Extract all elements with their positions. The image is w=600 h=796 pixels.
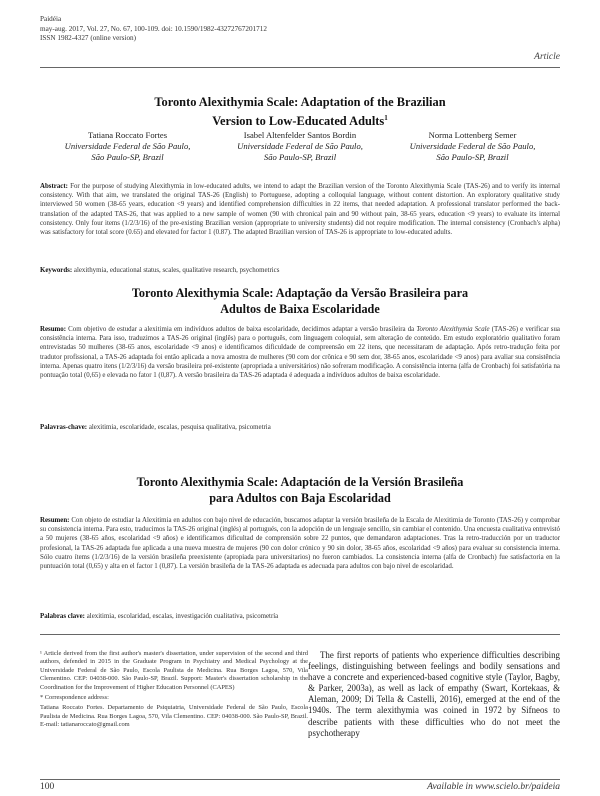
author-2 (212, 130, 388, 163)
author-2-affiliation-line1: Universidade Federal de São Paulo, (237, 141, 363, 151)
journal-issue-line: may-aug. 2017, Vol. 27, No. 67, 100-109. doi: 10.1590/1982-43272767201712 (40, 24, 267, 33)
footnote-correspondence-label: * Correspondence address: (40, 694, 109, 702)
english-abstract (40, 182, 560, 237)
page-number: 100 (40, 782, 55, 792)
english-title (60, 95, 540, 129)
portuguese-abstract-text-start: Com objetivo de estudar a alexitimia em indivíduos adultos de baixa escolaridade, decidimos adaptar a versão brasileira da (68, 326, 417, 333)
portuguese-title-line2: Adultos de Baixa Escolaridade (220, 301, 380, 316)
footnote-correspondence: Tatiana Roccato Fortes. Departamento de Psiquiatria, Universidade Federal de São Paulo, Escola Paulista de Medicina. Rua Borges Lagoa, 570, Vila Clementino. CEP: 04038-000. São Paulo-SP, Brazil. E-mail: tatianaroccato@gmail.com (40, 704, 308, 729)
author-3-affiliation-line1: Universidade Federal de São Paulo, (409, 141, 536, 151)
author-3-name: Norma Lottenberg Semer (428, 130, 517, 140)
spanish-abstract (40, 516, 560, 571)
footnotes (40, 650, 308, 732)
portuguese-title (60, 286, 540, 317)
author-1-affiliation-line2: São Paulo-SP, Brazil (91, 152, 164, 162)
footer-rule (40, 779, 560, 780)
portuguese-abstract-text-end: (TAS-26) e verificar sua consistência interna. Para isso, traduzimos a TAS-26 original (inglês) para o português, com linguagem coloquial, sem alteração de conteúdo. Em estudo exploratório qualitativo foram entrevistadas 50 mulheres (38-65 anos, escolaridade <9 anos) e identificamos dificuldade de compreensão em 22 itens, que necessitaram de adaptação. Após retro-tradução feita por tradutor profissional, a TAS-26 adaptada foi então aplicada a nova amostra de mulheres (90 com dor crônica e 90 sem dor, 38-65 anos, escolaridade <9 anos) para avaliar sua consistência interna. Apenas quatro itens (1/2/3/16) da versão brasileira pré-existente (apropriada a universitários) não sofreram modificação. A consistência interna (alfa de Cronbach) foi satisfatória na pontuação total (0,65) e elevada no fator 1 (0,87). A versão brasileira da TAS-26 adaptada é adequada a indivíduos adultos de baixa escolaridade. (40, 326, 560, 380)
spanish-keywords-text: alexitimia, escolaridad, escalas, investigación cualitativa, psicometría (86, 613, 279, 620)
portuguese-abstract-scale-name: Toronto Alexithymia Scale (416, 326, 490, 333)
author-3-affiliation-line2: São Paulo-SP, Brazil (436, 152, 509, 162)
author-1 (40, 130, 215, 163)
portuguese-abstract-label: Resumo: (40, 326, 67, 333)
author-2-name: Isabel Altenfelder Santos Bordin (243, 130, 357, 140)
author-1-affiliation-line1: Universidade Federal de São Paulo, (64, 141, 191, 151)
header-rule (40, 67, 560, 68)
english-abstract-text: For the purpose of studying Alexithymia in low-educated adults, we intend to adapt the Brazilian version of the Toronto Alexithymia Scale (TAS-26) and to verify its internal consistency. With that aim, we translated the original TAS-26 (English) to Portuguese, adopting a colloquial language, without content distortion. An exploratory qualitative study interviewed 50 women (38-65 years, education <9 years) and identified comprehension difficulties in 22 items, that needed adaptation. A professional translator performed the back-translation of the adapted TAS-26, that was applied to a new sample of women (90 with chronical pain and 90 without pain, 38-65 years, education <9 years) to evaluate its internal consistency. Only four items (1/2/3/16) of the pre-existing Brazilian version (appropriate to university students) did not require modification. The internal consistency (Cronbach's alpha) was satisfactory for total score (0.65) and elevated for factor 1 (0.87). The adapted Brazilian version of TAS-26 is appropriate to low-educated adults. (40, 183, 560, 237)
footnote-1: ¹ Article derived from the first author's master's dissertation, under supervision of the second and third authors, defended in 2015 in the Graduate Program in Psychiatry and Medical Psychology at the Universidade Federal de São Paulo, Escola Paulista de Medicina. Rua Borges Lagoa, 570, Vila Clementino. CEP: 04038-000. São Paulo-SP, Brazil. Support: Master's dissertation scholarship in the Coordination for the Improvement of Higher Education Personnel (CAPES) (40, 650, 308, 691)
portuguese-title-line1: Toronto Alexithymia Scale: Adaptação da Versão Brasileira para (131, 286, 469, 300)
english-keywords-text: alexithymia, educational status, scales, qualitative research, psychometrics (73, 267, 280, 274)
english-keywords-label: Keywords: (40, 267, 73, 274)
portuguese-keywords-text: alexitimia, escolaridade, escalas, pesquisa qualitativa, psicometria (88, 424, 271, 431)
journal-header (40, 15, 440, 44)
english-title-line1: Toronto Alexithymia Scale: Adaptation of the Brazilian (154, 95, 446, 109)
abstract-section-rule (40, 634, 560, 635)
spanish-keywords-label: Palabras clave: (40, 613, 85, 620)
article-type-label: Article (534, 52, 560, 62)
portuguese-keywords-label: Palavras-chave: (40, 424, 88, 431)
availability-link[interactable]: Available in www.scielo.br/paideia (427, 782, 560, 792)
spanish-abstract-text: Con objeto de estudiar la Alexitimia en adultos con bajo nivel de educación, buscamos adaptar la versión brasileña de la Escala de Alexitimia de Toronto (TAS-26) y comprobar su consistencia interna. Para esto, traducimos la TAS-26 original (inglés) al portugués, con la adopción de un lenguaje sencillo, sin cambiar el contenido. Una encuesta cualitativa entrevistó a 50 mujeres (38-65 años, escolaridad <9 años) e identificamos dificultad de comprensión sobre 22 puntos, que demandaron adaptaciones. Tras la retro-traducción por un traductor profesional, la TAS-26 adaptada fue aplicada a una nueva muestra de mujeres (90 con dolor crónico y 90 sin dolor, 38-65 años, escolaridad <9 años) para evaluar su consistencia interna. Sólo cuatro ítems (1/2/3/16) de la versión brasileña preexistente (apropiada para universitarios) no fueron cambiados. La consistencia interna (alfa de Cronbach) fue satisfactoria en la puntuación total (0,65) y alta en el factor 1 (0,87). La versión brasileña de la TAS-26 adaptada es adecuada para adultos con bajo nivel de escolaridad. (40, 517, 560, 571)
english-keywords (40, 266, 560, 275)
portuguese-keywords (40, 423, 560, 432)
introduction-paragraph: The first reports of patients who experience difficulties describing feelings, distinguishing between feelings and bodily sensations and have a concrete and experienced-based cognitive style (Taylor, Bagby, & Parker, 2003a), as well as lack of empathy (Swart, Kortekaas, & Aleman, 2009; Di Tella & Castelli, 2016), emerged at the end of the 1940s. The term alexithymia was coined in 1972 by Sifneos to describe patients with these difficulties who do not meet the psychotherapy (308, 650, 560, 738)
spanish-abstract-label: Resumen: (40, 517, 70, 524)
author-list (40, 130, 560, 170)
spanish-title-line2: para Adultos con Baja Escolaridad (209, 490, 391, 505)
spanish-title-line1: Toronto Alexithymia Scale: Adaptación de la Versión Brasileña (136, 475, 464, 489)
portuguese-abstract (40, 325, 560, 380)
author-2-affiliation-line2: São Paulo-SP, Brazil (263, 152, 337, 162)
journal-issn-line: ISSN 1982-4327 (online version) (40, 34, 137, 43)
spanish-keywords (40, 612, 560, 621)
author-1-name: Tatiana Roccato Fortes (87, 130, 168, 140)
spanish-title (60, 475, 540, 506)
author-3 (385, 130, 560, 163)
english-abstract-label: Abstract: (40, 183, 68, 190)
journal-name: Paidéia (40, 15, 62, 23)
english-title-footnote-mark: 1 (384, 113, 388, 122)
english-title-line2: Version to Low-Educated Adults (212, 113, 385, 128)
